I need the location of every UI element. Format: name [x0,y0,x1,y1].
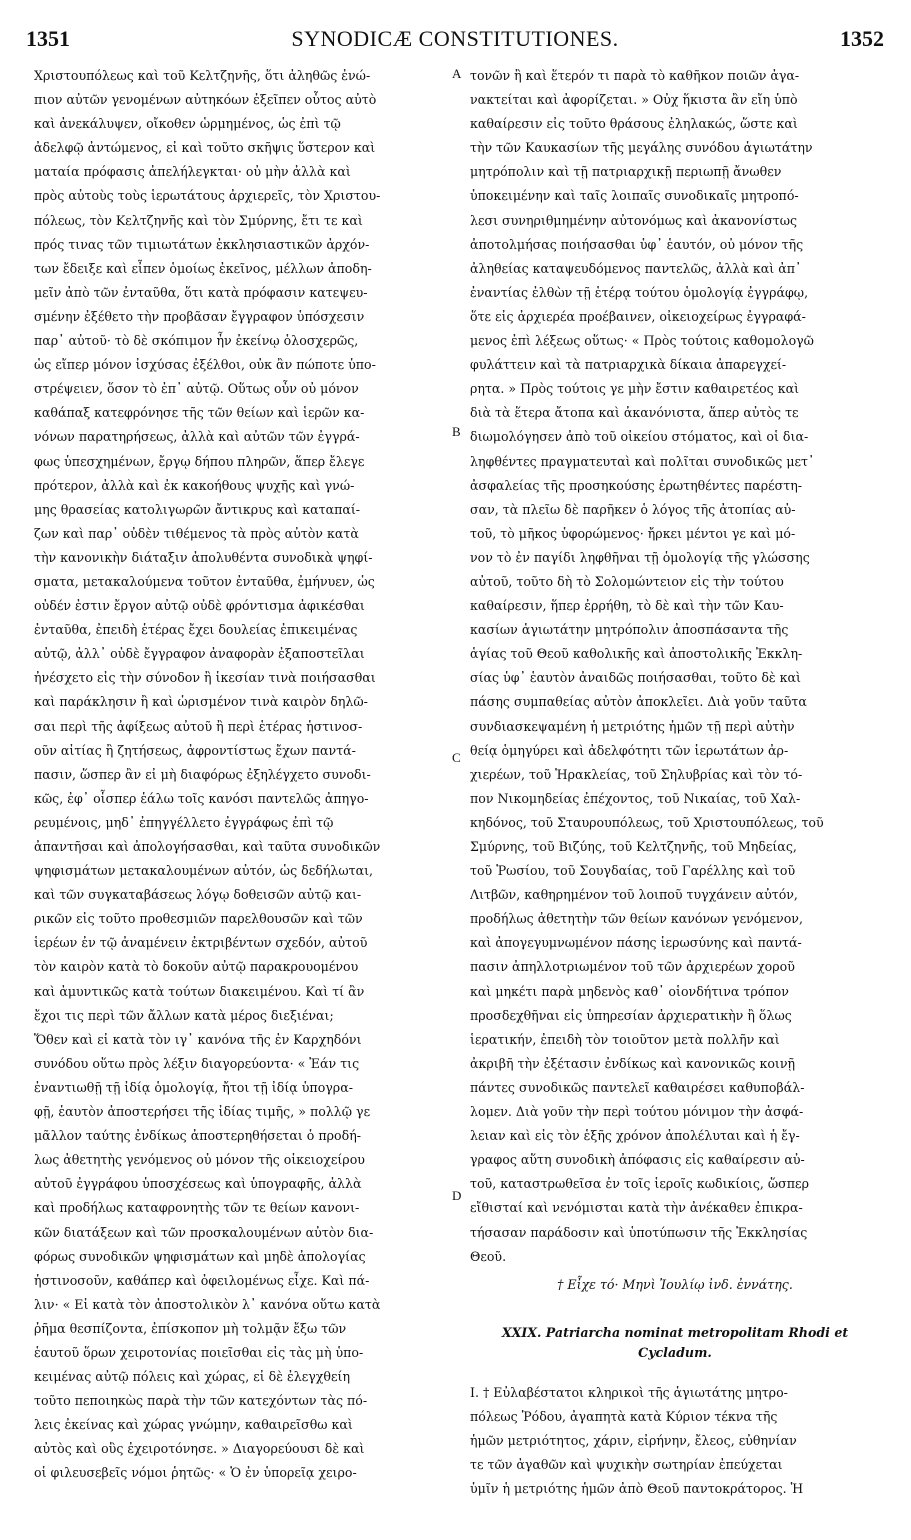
text-line: τὴν τῶν Καυκασίων τῆς μεγάλης συνόδου ἁγιωτάτην [470,140,813,156]
text-line: στρέψειεν, ὅσον τὸ ἐπ᾽ αὐτῷ. Οὕτως οὖν οὐ μόνον [34,381,359,397]
next-document-opening [470,1381,880,1501]
text-line: πρὸς αὐτοὺς τοὺς ἱερωτάτους ἀρχιερεῖς, τὸν Χριστου- [34,188,381,204]
text-line: των ἔδειξε καὶ εἶπεν ὁμοίως ἐκεῖνος, μέλλων ἀποδη- [34,260,372,276]
text-line: πάντες συνοδικῶς παντελεῖ καθαιρέσει καθυποβάλ- [470,1079,805,1095]
text-line: ἡμῶν μετριότητος, χάριν, εἰρήνην, ἔλεος, εὐθηνίαν [470,1432,797,1448]
text-line: αὐτὸς καὶ οὓς ἐχειροτόνησε. » Διαγορεύουσι δὲ καὶ [34,1441,365,1457]
text-line: μητρόπολιν καὶ τῇ πατριαρχικῇ περιωπῇ ἄνωθεν [470,164,782,180]
text-line: ρητα. » Πρὸς τούτοις γε μὴν ἔστιν καθαιρετέος καὶ [470,381,800,397]
text-line: παρ᾽ αὐτοῦ· τὸ δὲ σκόπιμον ἦν ἐκείνῳ ὁλοσχερῶς, [34,333,359,349]
text-line: κειμένας αὐτῷ πόλεις καὶ χώρας, εἰ δὲ ἐλεγχθείη [34,1369,351,1385]
text-line: νον τὸ ἐν παγίδι ληφθῆναι τῇ ὁμολογίᾳ τῆς γλώσσης [470,549,810,565]
text-line: καὶ ἀπογεγυμνωμένον πάσης ἱερωσύνης καὶ παντά- [470,935,802,951]
text-line: σίας ὑφ᾽ ἑαυτὸν ἀναιδῶς ποιήσασθαι, τοῦτο δὲ καὶ [470,670,801,686]
text-line: Ὅθεν καὶ εἰ κατὰ τὸν ιγ᾽ κανόνα τῆς ἐν Καρχηδόνι [34,1031,362,1047]
text-line: εἴθισταί καὶ νενόμισται κατὰ τὴν ἀνέκαθεν ἐπικρα- [470,1200,803,1216]
text-line: οὐδέν ἐστιν ἔργον αὐτῷ οὐδὲ φρόντισμα ἀφικέσθαι [34,598,365,614]
text-line: μᾶλλον ταύτης ἐνδίκως ἀποστερηθήσεται ὁ προδή- [34,1128,362,1144]
section-heading-line: Cycladum. [638,1344,712,1360]
text-line: φως ὑπεσχημένων, ἔργῳ δήπου πληρῶν, ἅπερ ἔλεγε [34,453,365,469]
text-line: λομεν. Διὰ γοῦν τὴν περὶ τούτου μόνιμον τὴν ἀσφά- [470,1104,804,1120]
text-line: πον Νικομηδείας ἐπέχοντος, τοῦ Νικαίας, τοῦ Χαλ- [470,790,801,806]
text-line: ἐναντιωθῇ τῇ ἰδίᾳ ὁμολογίᾳ, ἤτοι τῇ ἰδίᾳ ὑπογρα- [34,1079,353,1095]
left-column [34,64,452,1486]
text-line: ἀδελφῷ ἀντώμενος, εἰ καὶ τοῦτο σκῆψις ὕστερον καὶ [34,140,376,156]
text-line: ἔχοι τις περὶ τῶν ἄλλων κατὰ μέρος διεξιέναι; [34,1007,334,1023]
text-line: πόλεως Ῥόδου, ἀγαπητὰ κατὰ Κύριον τέκνα τῆς [470,1408,778,1424]
text-line: κῶς, ἐφ᾽ οἷσπερ ἑάλω τοῖς κανόσι παντελῶς ἀπηγο- [34,790,369,806]
text-line: νακτείται καὶ ἀφορίζεται. » Οὐχ ἥκιστα ἂν εἴη ὑπὸ [470,92,798,108]
text-line: σαι περὶ τῆς ἀφίξεως αὐτοῦ ἢ περὶ ἑτέρας ἡστινοσ- [34,718,363,734]
text-line: ἡστινοσοῦν, καθάπερ καὶ ὀφειλομένως εἶχε. Καὶ πά- [34,1272,370,1288]
text-line: ψηφισμάτων μετακαλουμένων αὐτόν, ὡς δεδήλωται, [34,863,374,879]
text-line: ἁγίας τοῦ Θεοῦ καθολικῆς καὶ ἀποστολικῆς Ἐκκλη- [470,646,803,662]
text-line: θείᾳ ὁμηγύρει καὶ ἀδελφότητι τῶν ἱερωτάτων ἀρ- [470,742,789,758]
text-line: σαν, τὰ πλεῖω δὲ παρῆκεν ὁ λόγος τῆς ἀτοπίας αὐ- [470,501,796,517]
spacer [470,1363,880,1381]
text-line: πασιν ἀπηλλοτριωμένον τοῦ τῶν ἀρχιερέων χοροῦ [470,959,795,975]
text-line: ἀκριβῆ τὴν ἐξέτασιν ἐνδίκως καὶ κανονικῶς κοινῇ [470,1055,796,1071]
text-line: Σμύρνης, τοῦ Βιζύης, τοῦ Κελτζηνῆς, τοῦ Μηδείας, [470,839,797,854]
text-line: πρός τινας τῶν τιμιωτάτων ἐκκλησιαστικῶν ἀρχόν- [34,236,370,252]
text-line: ρικῶν εἰς τοῦτο προθεσμιῶν παρελθουσῶν καὶ τῶν [34,911,363,927]
text-line: ἱερατικήν, ἐπειδὴ τὸν τοιοῦτον μετὰ πολλῆν καὶ [470,1031,780,1047]
text-line: ὅτε εἰς ἀρχιερέα προέβαινεν, οἰκειοχείρως ἐγγραφά- [470,308,806,324]
text-line: πάσης συμπαθείας αὐτὸν ἀποκλεῖει. Διὰ γοῦν ταῦτα [470,694,807,710]
text-line: μης θρασείας κατολιγωρῶν ἄντικρυς καὶ καταπαί- [34,501,361,517]
text-line: τοῦ, καταστρωθεῖσα ἐν τοῖς ἱεροῖς κωδικίοις, ὥσπερ [470,1176,809,1192]
signature-line: † Εἶχε τό· Μηνὶ Ἰουλίῳ ἰνδ. ἐννάτης. [557,1276,793,1292]
text-line: διωμολόγησεν ἀπὸ τοῦ οἰκείου στόματος, καὶ οἱ δια- [470,429,809,445]
text-line: γραφος αὕτη συνοδικὴ ἀπόφασις εἰς καθαίρεσιν αὐ- [470,1152,805,1168]
text-line: λως ἀθετητὴς γενόμενος οὐ μόνον τῆς οἰκειοχείρου [34,1152,365,1168]
text-line: σματα, μετακαλούμενα τοῦτον ἐνταῦθα, ἐμήνυεν, ὡς [34,573,375,589]
text-line: ληφθέντες πραγματευταὶ καὶ πολῖται συνοδικῶς μετ᾽ [470,453,815,469]
text-line: ἀποτολμήσας ποιήσασθαι ὑφ᾽ ἑαυτόν, οὐ μόνον τῆς [470,236,804,252]
text-line: πιον αὐτῶν γενομένων αὐτηκόων ἐξεῖπεν οὗτος αὐτὸ [34,92,377,108]
text-line: καθαίρεσιν, ἥπερ ἐρρήθη, τὸ δὲ καὶ τὴν τῶν Καυ- [470,598,784,614]
text-line: ἀληθείας καταψευδόμενος παντελῶς, ἀλλὰ καὶ ἀπ᾽ [470,260,802,276]
text-line: ἐναντίας ἐλθὼν τῇ ἑτέρᾳ τούτου ὁμολογίᾳ ἐγγράφῳ, [470,284,809,300]
text-line: λειαν καὶ εἰς τὸν ἑξῆς χρόνον ἀπολέλυται καὶ ἡ ἔγ- [470,1128,800,1144]
text-line: πασιν, ὥσπερ ἂν εἰ μὴ διαφόρως ἐξηλέγχετο συνοδι- [34,766,371,782]
text-line: τονῶν ἢ καὶ ἕτερόν τι παρὰ τὸ καθῆκον ποιῶν ἀγα- [470,68,800,83]
text-line: τὸν καιρὸν κατὰ τὸ δοκοῦν αὐτῷ παρακρουομένου [34,959,359,975]
text-line: καὶ ἀμυντικῶς κατὰ τούτων διακειμένου. Καὶ τί ἂν [34,983,365,999]
page-number-right: 1352 [840,26,884,51]
text-line: ἱερέων ἐν τῷ ἀναμένειν ἐκτριβέντων σχεδόν, αὐτοῦ [34,935,368,951]
text-line: ματαία πρόφασις ἀπελήλεγκται· οὐ μὴν ἀλλὰ καὶ [34,164,351,180]
page-header [26,26,884,66]
text-line: προσδεχθῆναι εἰς ὑπηρεσίαν ἀρχιερατικὴν ἢ ὅλως [470,1007,792,1023]
text-line: νόνων παρατηρήσεως, ἀλλὰ καὶ αὐτῶν τῶν ἐγγρά- [34,429,360,445]
text-line: κηδόνος, τοῦ Σταυρουπόλεως, τοῦ Χριστουπόλεως, τοῦ [470,814,824,830]
margin-marker-b: B [452,424,461,439]
text-line: ἠνέσχετο εἰς τὴν σύνοδον ἢ ἱκεσίαν τινὰ ποιήσασθαι [34,670,376,686]
text-line: κῶν διατάξεων καὶ τῶν προσκαλουμένων αὐτὸν δια- [34,1224,374,1240]
text-line: ζων καὶ παρ᾽ οὐδὲν τιθέμενος τὰ πρὸς αὐτὸν κατὰ [34,525,359,541]
text-line: καὶ τῶν συγκαταβάσεως λόγῳ δοθεισῶν αὐτῷ και- [34,887,362,903]
right-column-body [470,64,880,1269]
text-line: φυλάττειν καὶ τὰ πατριαρχικὰ δίκαια ἀπαρεγχεί- [470,357,787,373]
section-heading [470,1323,880,1363]
right-column [470,64,880,1501]
text-line: συνδιασκεψαμένη ἡ μετριότης ἡμῶν τῇ περὶ αὐτὴν [470,718,795,734]
text-line: καὶ ἀνεκάλυψεν, οἴκοθεν ὡρμημένος, ὡς ἐπὶ τῷ [34,116,341,132]
text-line: ἀσφαλείας τῆς προσηκούσης ἐρωτηθέντες παρέστη- [470,477,803,493]
text-line: χιερέων, τοῦ Ἡρακλείας, τοῦ Σηλυβρίας καὶ τὸν τό- [470,766,803,782]
text-line: πόλεως, τὸν Κελτζηνῆς καὶ τὸν Σμύρνης, ἔτι τε καὶ [34,212,363,228]
text-line: ῥῆμα θεσπίζοντα, ἐπίσκοπον μὴ τολμᾷν ἔξω τῶν [34,1320,347,1336]
margin-marker-a: A [452,66,462,81]
margin-marker-d: D [452,1188,462,1203]
running-title: SYNODICÆ CONSTITUTIONES. [291,26,619,51]
text-line: καὶ μηκέτι παρὰ μηδενὸς καθ᾽ οἱονδήτινα τρόπον [470,983,789,999]
text-line: ὑποκειμένην καὶ ταῖς λοιπαῖς συνοδικαῖς μητροπό- [470,188,799,204]
text-line: καθαίρεσιν εἰς τοῦτο θράσους ἐληλακώς, ὥστε καὶ [470,116,798,132]
text-line: μεῖν ἀπὸ τῶν ἐνταῦθα, ὅτι κατὰ πρόφασιν κατεψευ- [34,284,368,300]
text-line: λιν· « Εἰ κατὰ τὸν ἀποστολικὸν λ᾽ κανόνα οὕτω κατὰ [34,1296,381,1312]
text-line: κασίων ἁγιωτάτην μητρόπολιν ἀποσπάσαντα τῆς [470,622,789,638]
text-line: μενος ἐπὶ λέξεως οὕτως· « Πρὸς τούτοις καθομολογῶ [470,333,814,349]
text-line: πρότερον, ἀλλὰ καὶ ἐκ κακοήθους ψυχῆς καὶ γνώ- [34,477,355,493]
section-heading-line: XXIX. Patriarcha nominat metropolitam Rhodi et [501,1324,849,1340]
text-line: τοῦ, τὸ μῆκος ὑφορώμενος· ἤρκει μέντοι γε καὶ μό- [470,525,796,541]
text-line: καὶ παράκλησιν ἢ καὶ ὡρισμένον τινὰ καιρὸν δηλῶ- [34,694,368,710]
text-line: σμένην ἐξέθετο τὴν προβᾶσαν ἔγγραφον ὑπόσχεσιν [34,308,365,324]
text-line: ὡς εἴπερ μόνον ἰσχύσας ἐξέλθοι, οὐκ ἂν πώποτε ὑπο- [34,357,376,373]
text-line: Χριστουπόλεως καὶ τοῦ Κελτζηνῆς, ὅτι ἀληθῶς ἐνώ- [34,68,371,83]
text-line: τοῦ Ῥωσίου, τοῦ Σουγδαίας, τοῦ Γαρέλλης καὶ τοῦ [470,863,796,879]
margin-marker-c: C [452,750,461,765]
text-line: τήσασαν παράδοσιν καὶ ὑποτύπωσιν τῆς Ἐκκλησίας [470,1224,808,1240]
text-line: λεις ἐκείνας καὶ χώρας γνώμην, καθαιρεῖσθω καὶ [34,1417,353,1433]
text-line: τε τῶν ἀγαθῶν καὶ ψυχικὴν σωτηρίαν ἐπεύχεται [470,1457,783,1473]
text-line: ἑαυτοῦ ὅρων χειροτονίας ποιεῖσθαι εἰς τὰς μὴ ὑπο- [34,1344,364,1360]
text-line: Λιτβῶν, καθηρημένον τοῦ λοιποῦ τυγχάνειν αὐτόν, [470,887,798,903]
text-line: συνόδου οὕτω πρὸς λέξιν διαγορεύοντα· « Ἐάν τις [34,1055,360,1071]
text-line: I. † Εὐλαβέστατοι κληρικοὶ τῆς ἁγιωτάτης μητρο- [470,1384,788,1400]
text-line: φῇ, ἑαυτὸν ἀποστερήσει τῆς ἰδίας τιμῆς, » πολλῷ γε [34,1104,371,1120]
page-number-left: 1351 [26,26,70,51]
text-line: διὰ τὰ ἕτερα ἄτοπα καὶ ἀκανόνιστα, ἅπερ αὐτὸς τε [470,405,799,421]
text-line: αὐτοῦ ἐγγράφου ὑποσχέσεως καὶ ὑπογραφῆς, ἀλλὰ [34,1176,362,1192]
text-line: ἐνταῦθα, ἐπειδὴ ἑτέρας ἔχει δουλείας ἐπικειμένας [34,622,358,638]
text-line: τὴν κανονικὴν διάταξιν ἀπολυθέντα συνοδικὰ ψηφί- [34,549,373,565]
text-line: οἱ φιλευσεβεῖς νόμοι ῥητῶς· « Ὁ ἐν ὑπορεῖᾳ χειρο- [34,1465,357,1481]
text-line: καθάπαξ κατεφρόνησε τῆς τῶν θείων καὶ ἱερῶν κα- [34,405,365,421]
text-line: ρευμένοις, μηδ᾽ ἐπηγγέλλετο ἐγγράφως ἐπὶ τῷ [34,814,334,830]
text-line: αὐτῷ, ἀλλ᾽ οὐδὲ ἔγγραφον ἀναφορὰν ἐξαποστεῖλαι [34,646,365,662]
text-line: φόρως συνοδικῶν ψηφισμάτων καὶ μηδὲ ἀπολογίας [34,1248,366,1264]
text-line: αὐτοῦ, τοῦτο δὴ τὸ Σολομώντειον εἰς τὴν τούτου [470,573,784,589]
text-line: προδήλως ἀθετητὴν τῶν θείων κανόνων γενόμενον, [470,911,803,927]
text-line: τοῦτο πεποιηκὼς παρὰ τὴν τῶν κατεχόντων τὰς πό- [34,1393,368,1409]
text-line: Θεοῦ. [470,1248,507,1264]
text-line: καὶ προδήλως καταφρονητὴς τῶν τε θείων κανονι- [34,1200,360,1216]
text-line: οῦν αἰτίας ἢ ζητήσεως, ἀφροντίστως ἔχων παντά- [34,742,356,758]
text-line: ὑμῖν ἡ μετριότης ἡμῶν ἀπὸ Θεοῦ παντοκράτορος. Ἡ [470,1481,804,1497]
text-line: λεσι συνηριθμημένην αὐτονόμως καὶ ἀκανονίστως [470,212,798,228]
text-line: ἀπαντῆσαι καὶ ἀπολογήσασθαι, καὶ ταῦτα συνοδικῶν [34,839,381,854]
